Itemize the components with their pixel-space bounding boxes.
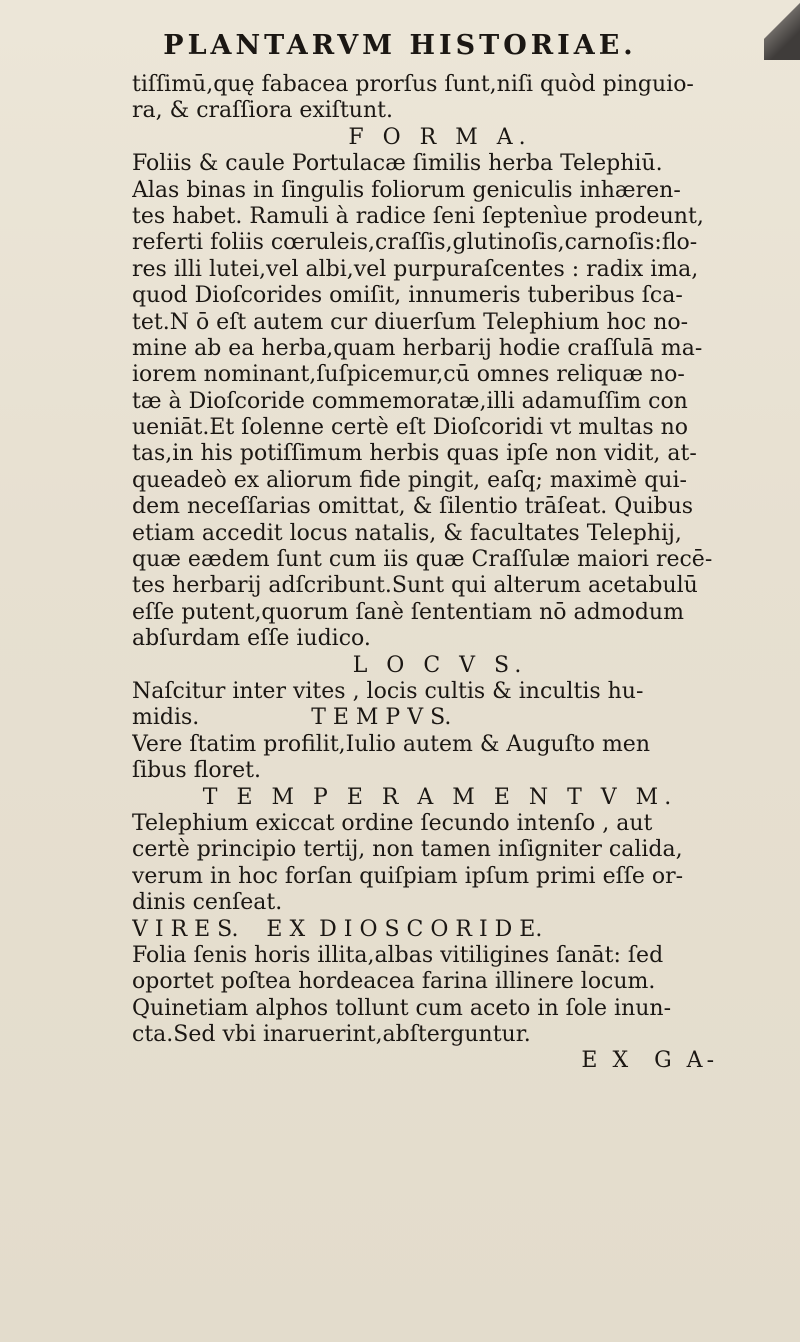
text-line: Telephium exiccat ordine ſecundo intenſo , aut <box>132 810 653 836</box>
text-line: quod Dioſcorides omiſit, innumeris tuberibus ſca- <box>132 283 683 309</box>
section-heading-vires: V I R E S. E X D I O S C O R I D E. <box>132 916 543 942</box>
text-line-with-heading-tempus: midis. T E M P V S. <box>132 705 452 731</box>
text-line: Alas binas in ſingulis foliorum geniculis inhæren- <box>132 177 681 203</box>
text-line: dem neceſſarias omittat, & ſilentio trāſeat. Quibus <box>132 494 694 520</box>
section-heading-temperamentum: T E M P E R A M E N T V M. <box>202 784 678 810</box>
catchword: E X G A- <box>581 1048 718 1074</box>
text-line: etiam accedit locus natalis, & facultates Telephij, <box>132 520 682 546</box>
text-line: tes habet. Ramuli à radice ſeni ſeptenìue prodeunt, <box>132 203 704 229</box>
text-line: cta.Sed vbi inaruerint,abſterguntur. <box>132 1022 531 1048</box>
text-line: Folia ſenis horis illita,albas vitiligines ſanāt: ſed <box>132 942 664 968</box>
text-line: dinis cenſeat. <box>132 890 283 916</box>
text-line: ſibus floret. <box>132 758 262 784</box>
section-heading-forma: F O R M A. <box>348 124 532 150</box>
text-line: tas,in his potiſſimum herbis quas ipſe non vidit, at- <box>132 441 697 467</box>
text-line: mine ab ea herba,quam herbarij hodie craſſulā ma- <box>132 335 703 361</box>
text-line: Foliis & caule Portulacæ ſimilis herba Telephiū. <box>132 151 663 177</box>
text-line: tiſſimū,quę fabacea prorſus ſunt,niſi quòd pinguio- <box>132 72 694 97</box>
text-line: Naſcitur inter vites , locis cultis & incultis hu- <box>132 678 644 704</box>
text-line: Quinetiam alphos tollunt cum aceto in ſole inun- <box>132 995 672 1021</box>
text-line: ra, & craſſiora exiſtunt. <box>132 98 393 124</box>
text-line: abſurdam eſſe iudico. <box>132 626 371 652</box>
text-line: certè principio tertij, non tamen inſigniter calida, <box>132 837 683 863</box>
text-line: ueniāt.Et ſolenne certè eſt Dioſcoridi vt multas no <box>132 415 689 441</box>
text-line: queadeò ex aliorum fide pingit, eaſq; maximè qui- <box>132 467 687 493</box>
text-line: tæ à Dioſcoride commemoratæ,illi adamuſſim con <box>132 388 688 414</box>
text-line: referti foliis cœruleis,craſſis,glutinoſis,carnoſis:flo- <box>132 230 698 256</box>
text-line: eſſe putent,quorum ſanè ſententiam nō admodum <box>132 599 684 625</box>
text-block <box>132 72 748 1075</box>
text-line: verum in hoc forſan quiſpiam ipſum primi eſſe or- <box>132 863 684 889</box>
running-head: PLANTARVM HISTORIAE. <box>163 30 637 61</box>
text-line: tet.N ō eſt autem cur diuerſum Telephium hoc no- <box>132 309 689 335</box>
text-line: res illi lutei,vel albi,vel purpuraſcentes : radix ima, <box>132 256 699 282</box>
text-line: quæ eædem ſunt cum iis quæ Craſſulæ maiori recē- <box>132 547 713 573</box>
text-line: oportet poſtea hordeacea farina illinere locum. <box>132 969 656 995</box>
text-line: tes herbarij adſcribunt.Sunt qui alterum acetabulū <box>132 573 698 599</box>
section-heading-locus: L O C V S. <box>352 652 528 678</box>
text-line: Vere ſtatim profilit,Iulio autem & Auguſto men <box>132 731 650 757</box>
text-line: iorem nominant,ſuſpicemur,cū omnes reliquæ no- <box>132 362 685 388</box>
